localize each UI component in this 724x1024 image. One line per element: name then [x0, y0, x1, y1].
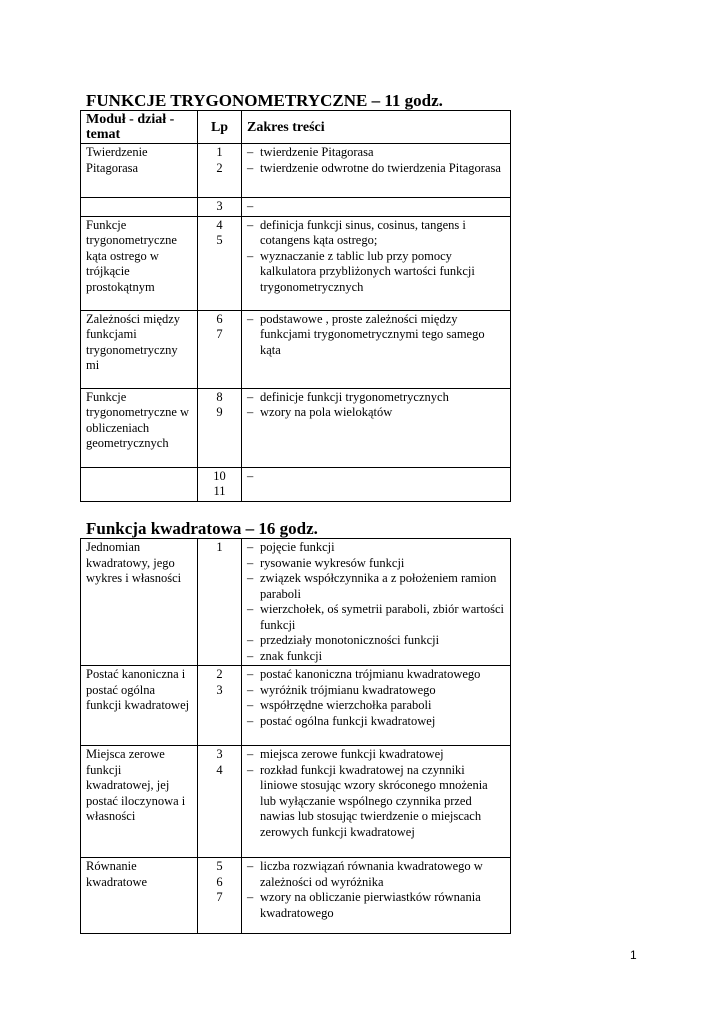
lp-number: 9 — [216, 405, 223, 419]
lp-cell — [198, 858, 242, 934]
zakres-cell: – — [242, 467, 511, 501]
lp-cell — [198, 467, 242, 501]
lp-number: 3 — [216, 199, 223, 213]
lp-number: 3 — [216, 682, 223, 697]
list-item: – współrzędne wierzchołka paraboli — [247, 698, 432, 712]
table-row — [81, 144, 511, 198]
list-item: – definicje funkcji trygonometrycznych — [247, 389, 449, 404]
lp-cell — [198, 198, 242, 217]
list-item: – wyznaczanie z tablic lub przy pomocy kalkulatora przybliżonych wartości funkcji trygonometrycznych — [247, 248, 475, 294]
list-item: – twierdzenie odwrotne do twierdzenia Pitagorasa — [247, 160, 501, 175]
zakres-cell — [242, 388, 511, 467]
zakres-cell — [242, 858, 511, 934]
modul-cell: Zależności między funkcjami trygonometryczny mi — [81, 310, 198, 388]
lp-number: 4 — [216, 217, 223, 232]
lp-number: 6 — [216, 874, 223, 889]
lp-cell — [198, 144, 242, 198]
table-row — [81, 746, 511, 858]
zakres-cell — [242, 539, 511, 666]
zakres-cell — [242, 310, 511, 388]
list-item: – rozkład funkcji kwadratowej na czynniki liniowe stosując wzory skróconego mnożenia lub wyłączanie wspólnego czynnika przed nawias lub stosując twierdzenie o miejscach zerowych funkcji kwadratowej — [247, 762, 488, 839]
lp-cell — [198, 216, 242, 310]
modul-cell: Twierdzenie Pitagorasa — [81, 144, 198, 198]
table-row — [81, 198, 511, 217]
list-item: – pojęcie funkcji — [247, 540, 335, 554]
lp-number: 8 — [216, 389, 223, 404]
modul-cell: Miejsca zerowe funkcji kwadratowej, jej postać iloczynowa i własności — [81, 746, 198, 858]
lp-cell — [198, 666, 242, 746]
list-item: – definicja funkcji sinus, cosinus, tangens i cotangens kąta ostrego; — [247, 217, 466, 247]
lp-number: 5 — [216, 859, 223, 873]
zakres-cell — [242, 746, 511, 858]
lp-number: 6 — [216, 311, 223, 326]
table-row — [81, 310, 511, 388]
list-item: – wyróżnik trójmianu kwadratowego — [247, 682, 436, 697]
zakres-cell — [242, 216, 511, 310]
table-row — [81, 539, 511, 666]
header-zakres: Zakres treści — [242, 111, 511, 144]
lp-cell — [198, 388, 242, 467]
lp-cell — [198, 310, 242, 388]
table-quadratic — [80, 538, 511, 934]
list-item: – wierzchołek, oś symetrii paraboli, zbiór wartości funkcji — [247, 602, 505, 632]
lp-number: 11 — [213, 484, 226, 498]
table-row — [81, 666, 511, 746]
list-item: – postać kanoniczna trójmianu kwadratowego — [247, 667, 481, 681]
list-item: – wzory na pola wielokątów — [247, 405, 393, 419]
lp-number: 7 — [216, 890, 223, 904]
table-row — [81, 858, 511, 934]
lp-number: 1 — [216, 145, 223, 159]
zakres-cell — [242, 144, 511, 198]
table-row — [81, 216, 511, 310]
table-row — [81, 388, 511, 467]
list-item: – postać ogólna funkcji kwadratowej — [247, 713, 436, 728]
list-item: – liczba rozwiązań równania kwadratowego w zależności od wyróżnika — [247, 859, 483, 889]
lp-number: 2 — [216, 667, 223, 681]
modul-cell — [81, 467, 198, 501]
lp-number: 3 — [216, 747, 223, 761]
lp-number: 1 — [216, 540, 223, 554]
zakres-cell: – — [242, 198, 511, 217]
zakres-cell — [242, 666, 511, 746]
lp-number: 7 — [216, 327, 223, 341]
lp-cell — [198, 539, 242, 666]
table-trigonometry — [80, 110, 511, 502]
table-header-row — [81, 111, 511, 144]
list-item: – twierdzenie Pitagorasa — [247, 145, 374, 159]
list-item: – znak funkcji — [247, 648, 323, 663]
list-item: – podstawowe , proste zależności między funkcjami trygonometrycznymi tego samego kąta — [247, 311, 485, 357]
modul-cell: Postać kanoniczna i postać ogólna funkcji kwadratowej — [81, 666, 198, 746]
lp-number: 5 — [216, 233, 223, 247]
list-item: – wzory na obliczanie pierwiastków równania kwadratowego — [247, 890, 481, 920]
list-item: – przedziały monotoniczności funkcji — [247, 633, 440, 647]
modul-cell — [81, 198, 198, 217]
lp-number: 2 — [216, 160, 223, 175]
header-modul: Moduł - dział - temat — [81, 111, 198, 144]
section-title-quadratic: Funkcja kwadratowa – 16 godz. — [86, 519, 318, 538]
modul-cell: Równanie kwadratowe — [81, 858, 198, 934]
modul-cell: Funkcje trygonometryczne kąta ostrego w trójkącie prostokątnym — [81, 216, 198, 310]
section-title-trigonometry: FUNKCJE TRYGONOMETRYCZNE – 11 godz. — [86, 91, 443, 110]
list-item: – rysowanie wykresów funkcji — [247, 555, 405, 570]
lp-cell — [198, 746, 242, 858]
list-item: – związek współczynnika a z położeniem ramion paraboli — [247, 571, 497, 601]
modul-cell: Jednomian kwadratowy, jego wykres i własności — [81, 539, 198, 666]
page-number: 1 — [630, 948, 637, 962]
list-item: – miejsca zerowe funkcji kwadratowej — [247, 747, 444, 761]
lp-number: 10 — [213, 468, 226, 483]
modul-cell: Funkcje trygonometryczne w obliczeniach geometrycznych — [81, 388, 198, 467]
header-lp: Lp — [198, 111, 242, 144]
lp-number: 4 — [216, 762, 223, 777]
table-row — [81, 467, 511, 501]
